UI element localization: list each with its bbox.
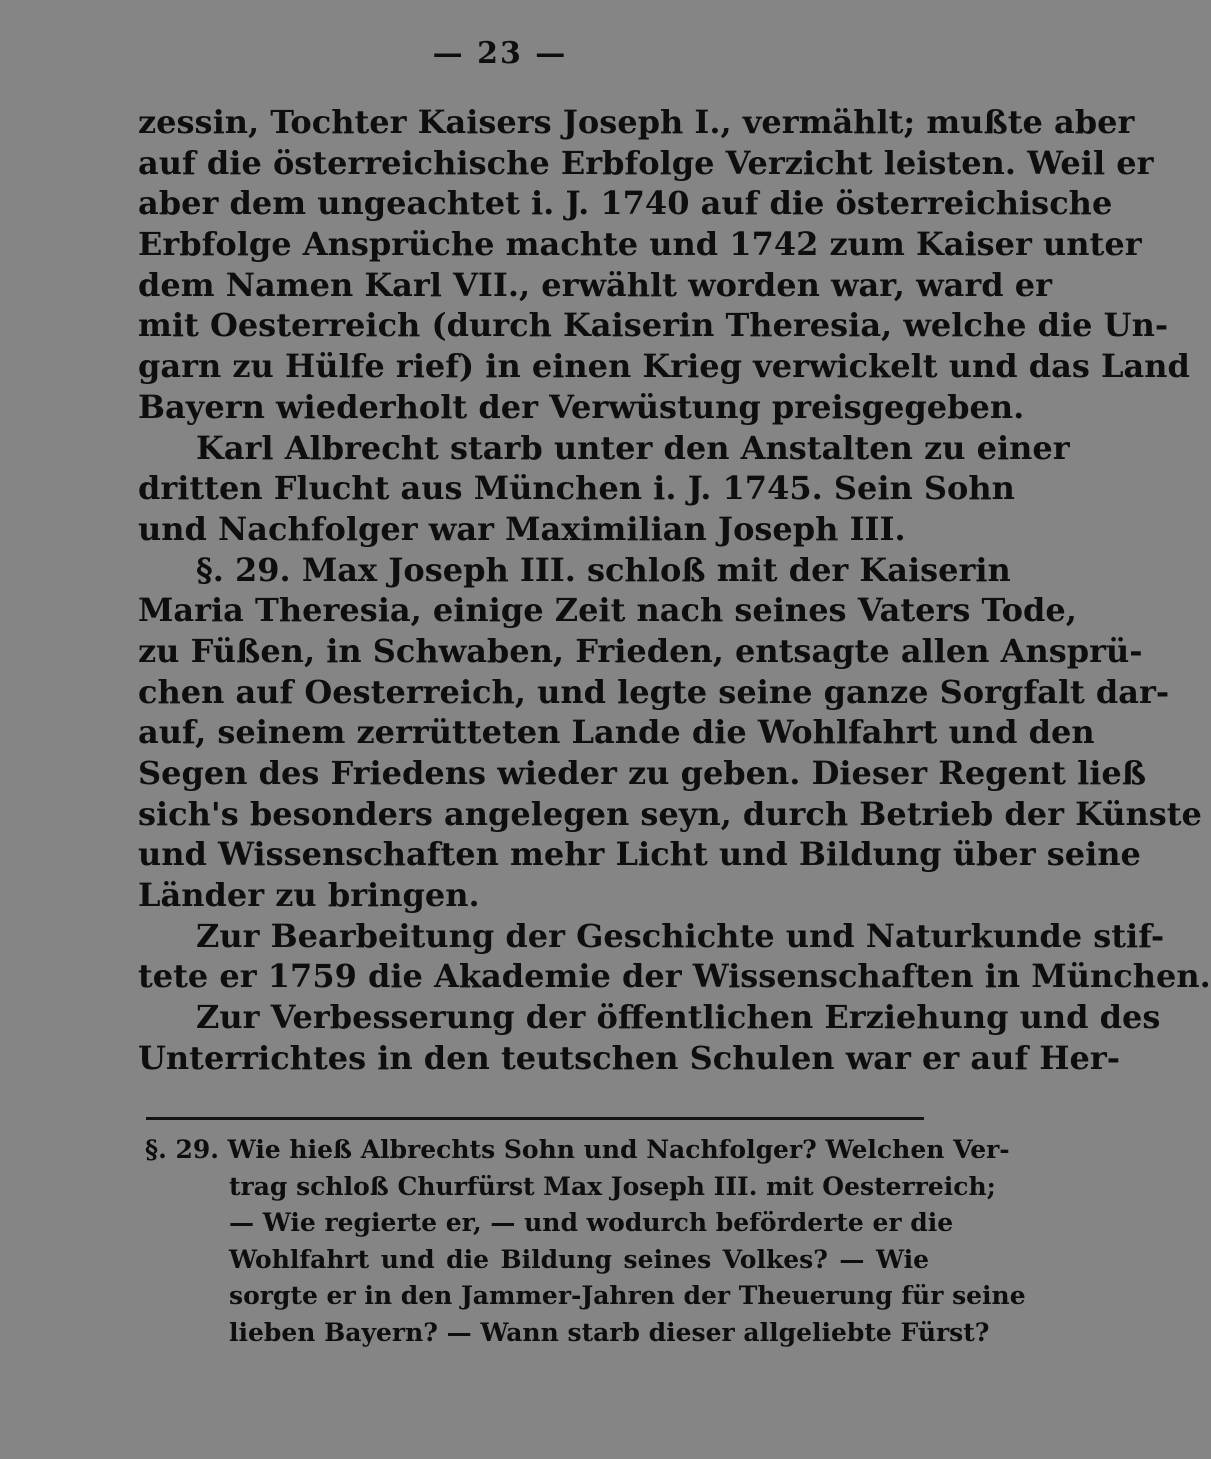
text-line: auf, seinem zerrütteten Lande die Wohlfahrt und den [138,713,1095,752]
text-line: Maria Theresia, einige Zeit nach seines Vaters Tode, [138,591,1077,630]
page-number: — 23 — [432,36,568,71]
footnote-line: Wohlfahrt und die Bildung seines Volkes? — Wie [229,1244,929,1274]
text-line: Karl Albrecht starb unter den Anstalten zu einer [196,428,1070,467]
text-line: Unterrichtes in den teutschen Schulen war er auf Her- [138,1038,1120,1077]
text-line: Länder zu bringen. [138,876,480,915]
text-line: dritten Flucht aus München i. J. 1745. Sein Sohn [138,469,1015,508]
footnote-questions [145,1132,1026,1352]
text-line: Zur Bearbeitung der Geschichte und Naturkunde stif- [196,916,1165,955]
footnote-line: — Wie regierte er, — und wodurch beförderte er die [229,1208,954,1238]
text-line: garn zu Hülfe rief) in einen Krieg verwickelt und das Land [138,347,1190,386]
text-line: zessin, Tochter Kaisers Joseph I., vermählt; mußte aber [138,103,1135,141]
footnote-line: sorgte er in den Jammer-Jahren der Theuerung für seine [229,1281,1026,1311]
section-heading-line: §. 29. Max Joseph III. schloß mit der Kaiserin [196,550,1011,589]
text-line: dem Namen Karl VII., erwählt worden war, ward er [138,265,1052,304]
text-line: und Wissenschaften mehr Licht und Bildung über seine [138,835,1141,874]
footnote-line: lieben Bayern? — Wann starb dieser allgeliebte Fürst? [229,1317,990,1347]
footnote-divider [146,1117,924,1120]
text-line: chen auf Oesterreich, und legte seine ganze Sorgfalt dar- [138,672,1170,711]
text-line: und Nachfolger war Maximilian Joseph III. [138,509,906,548]
text-line: Bayern wiederholt der Verwüstung preisgegeben. [138,387,1025,426]
text-line: Segen des Friedens wieder zu geben. Dieser Regent ließ [138,754,1147,792]
text-line: sich's besonders angelegen seyn, durch Betrieb der Künste [138,794,1202,833]
text-line: mit Oesterreich (durch Kaiserin Theresia, welche die Un- [138,306,1169,345]
text-line: Erbfolge Ansprüche machte und 1742 zum Kaiser unter [138,225,1142,264]
main-text [138,102,1211,1079]
text-line: Zur Verbesserung der öffentlichen Erziehung und des [196,998,1161,1037]
footnote-line: §. 29. Wie hieß Albrechts Sohn und Nachfolger? Welchen Ver- [145,1135,1010,1164]
footnote-line: trag schloß Churfürst Max Joseph III. mit Oesterreich; [229,1171,996,1201]
text-line: auf die österreichische Erbfolge Verzicht leisten. Weil er [138,143,1154,182]
text-line: aber dem ungeachtet i. J. 1740 auf die österreichische [138,184,1113,223]
text-line: zu Füßen, in Schwaben, Frieden, entsagte allen Ansprü- [138,631,1143,670]
text-line: tete er 1759 die Akademie der Wissenschaften in München. [138,957,1211,996]
